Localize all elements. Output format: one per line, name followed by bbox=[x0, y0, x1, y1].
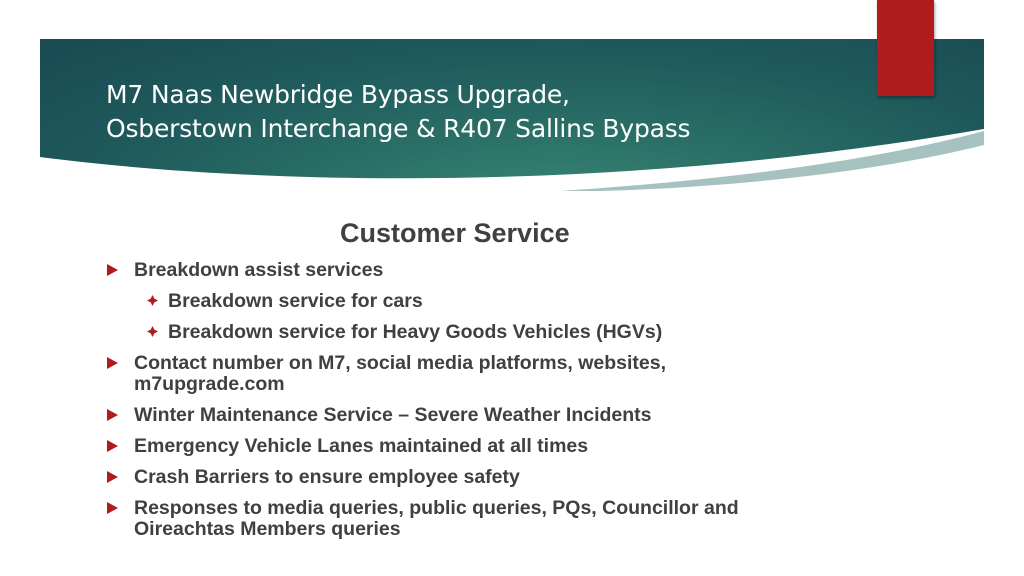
arrow-bullet-icon bbox=[107, 440, 118, 452]
bullet-text: Crash Barriers to ensure employee safety bbox=[134, 466, 520, 488]
bullet-text: Breakdown service for Heavy Goods Vehicles (HGVs) bbox=[168, 321, 663, 343]
bullet-text: Breakdown assist services bbox=[134, 259, 384, 281]
arrow-bullet-icon bbox=[107, 409, 118, 421]
slide-title bbox=[106, 78, 846, 146]
bullet-text-continued: Oireachtas Members queries bbox=[134, 518, 401, 540]
bullet-text: Emergency Vehicle Lanes maintained at all times bbox=[134, 435, 589, 457]
diamond-bullet-icon bbox=[147, 326, 158, 337]
arrow-bullet-icon bbox=[107, 502, 118, 514]
arrow-bullet-icon bbox=[107, 264, 118, 276]
bullet-text: Responses to media queries, public queries, PQs, Councillor and bbox=[134, 497, 739, 519]
bullet-text: Contact number on M7, social media platforms, websites, bbox=[134, 352, 667, 374]
red-accent-tab bbox=[877, 0, 934, 96]
arrow-bullet-icon bbox=[107, 357, 118, 369]
bullet-text-continued: m7upgrade.com bbox=[134, 373, 285, 395]
arrow-bullet-icon bbox=[107, 471, 118, 483]
slide-title-line-2: Osberstown Interchange & R407 Sallins Bypass bbox=[106, 114, 691, 143]
slide-title-line-1: M7 Naas Newbridge Bypass Upgrade, bbox=[106, 80, 570, 109]
section-subtitle: Customer Service bbox=[340, 218, 570, 248]
bullet-text: Winter Maintenance Service – Severe Weather Incidents bbox=[134, 404, 652, 426]
bullet-text: Breakdown service for cars bbox=[168, 290, 423, 312]
diamond-bullet-icon bbox=[147, 295, 158, 306]
